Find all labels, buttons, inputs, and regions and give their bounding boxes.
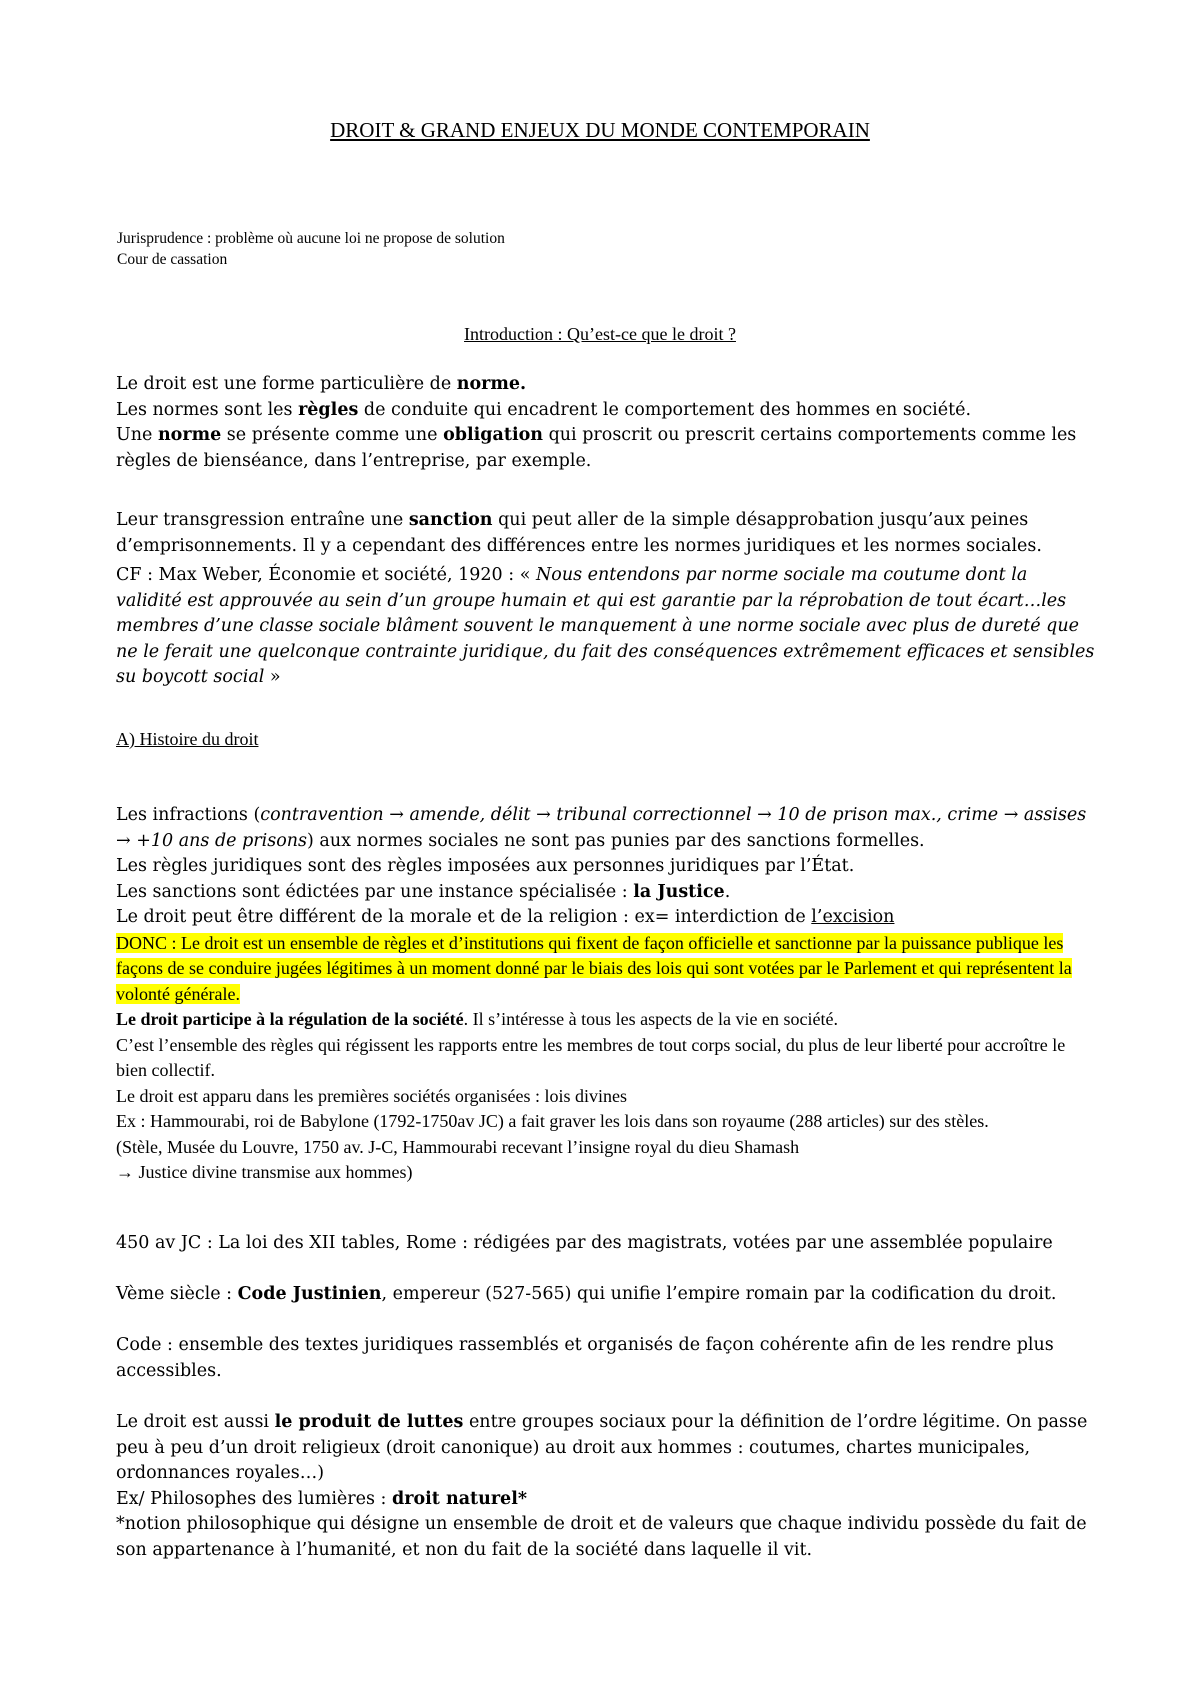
line-lumieres: Ex/ Philosophes des lumières : droit naturel* (116, 1488, 527, 1509)
intro-heading: Introduction : Qu’est-ce que le droit ? (464, 324, 736, 344)
paragraph-luttes (116, 1410, 1096, 1563)
line-justinien: Vème siècle : Code Justinien, empereur (527-565) qui unifie l’empire romain par la codification du droit. (116, 1284, 1057, 1304)
document-title: DROIT & GRAND ENJEUX DU MONDE CONTEMPORAIN (330, 118, 870, 142)
line-luttes: Le droit est aussi le produit de luttes entre groupes sociaux pour la définition de l’ordre légitime. On passe peu à peu d’un droit religieux (droit canonique) au droit aux hommes : coutumes, chartes municipales, ordonnances royales…) (116, 1412, 1088, 1483)
line-regulation: Le droit participe à la régulation de la société. Il s’intéresse à tous les aspects de la vie en société. (116, 1009, 838, 1029)
paragraph-code (116, 1333, 1096, 1384)
highlight-donc: DONC : Le droit est un ensemble de règles et d’institutions qui fixent de façon officielle et sanctionne par la puissance publique les façons de se conduire jugées légitimes à un moment donné par le biais des lois qui sont votées par le Parlement et qui représentent la volonté générale. (116, 932, 1072, 1004)
line-regles-juridiques: Les règles juridiques sont des règles imposées aux personnes juridiques par l’État. (116, 856, 855, 876)
line-lois-divines: Le droit est apparu dans les premières sociétés organisées : lois divines (116, 1085, 628, 1106)
line-code-def: Code : ensemble des textes juridiques rassemblés et organisés de façon cohérente afin de les rendre plus accessibles. (116, 1335, 1054, 1381)
line-justice: Les sanctions sont édictées par une instance spécialisée : la Justice. (116, 881, 731, 902)
paragraph-sanction (116, 508, 1096, 691)
weber-quote: CF : Max Weber, Économie et société, 1920 : « Nous entendons par norme sociale ma coutume dont la validité est approuvée au sein d’un groupe humain et qui est garantie par la réprobation de tout écart…les membres d’une classe sociale blâment souvent le manquement à une norme sociale avec plus de dureté que ne le ferait une quelconque contrainte juridique, du fait des conséquences extrêmement efficaces et sensibles su boycott social » (116, 565, 1095, 687)
line-xii-tables: 450 av JC : La loi des XII tables, Rome : rédigées par des magistrats, votées par une assemblée populaire (116, 1233, 1053, 1253)
line-droit-naturel-note: *notion philosophique qui désigne un ensemble de droit et de valeurs que chaque individu possède du fait de son appartenance à l’humanité, et non du fait de la société dans laquelle il vit. (116, 1514, 1087, 1560)
paragraph-xii-tables (116, 1231, 1096, 1257)
paragraph-infractions (116, 803, 1096, 1186)
line-regles: Les normes sont les règles de conduite qui encadrent le comportement des hommes en société. (116, 399, 972, 420)
line-hammourabi: Ex : Hammourabi, roi de Babylone (1792-1750av JC) a fait graver les lois dans son royaume (288 articles) sur des stèles. (116, 1111, 989, 1131)
line-obligation: Une norme se présente comme une obligation qui proscrit ou prescrit certains comportements comme les règles de bienséance, dans l’entreprise, par exemple. (116, 425, 1077, 471)
line-infractions: Les infractions (contravention → amende, délit → tribunal correctionnel → 10 de prison max., crime → assises → +10 ans de prisons) aux normes sociales ne sont pas punies par des sanctions formelles. (116, 805, 1087, 851)
line-norme-def: Le droit est une forme particulière de norme. (116, 374, 527, 394)
line-justice-divine: → Justice divine transmise aux hommes) (116, 1162, 413, 1182)
line-transgression: Leur transgression entraîne une sanction qui peut aller de la simple désapprobation jusqu’aux peines d’emprisonnements. Il y a cependant des différences entre les normes juridiques et les normes sociales. (116, 510, 1042, 556)
line-stele: (Stèle, Musée du Louvre, 1750 av. J-C, Hammourabi recevant l’insigne royal du dieu Shamash (116, 1136, 800, 1157)
note-cassation: Cour de cassation (117, 251, 228, 268)
paragraph-justinien (116, 1282, 1096, 1308)
paragraph-norme (116, 372, 1096, 474)
note-jurisprudence: Jurisprudence : problème où aucune loi ne propose de solution (117, 230, 505, 247)
line-morale: Le droit peut être différent de la morale et de la religion : ex= interdiction de l’excision (116, 907, 895, 927)
histoire-heading: A) Histoire du droit (116, 729, 259, 749)
line-ensemble-regles: C’est l’ensemble des règles qui régissent les rapports entre les membres de tout corps social, du plus de leur liberté pour accroître le bien collectif. (116, 1034, 1066, 1080)
